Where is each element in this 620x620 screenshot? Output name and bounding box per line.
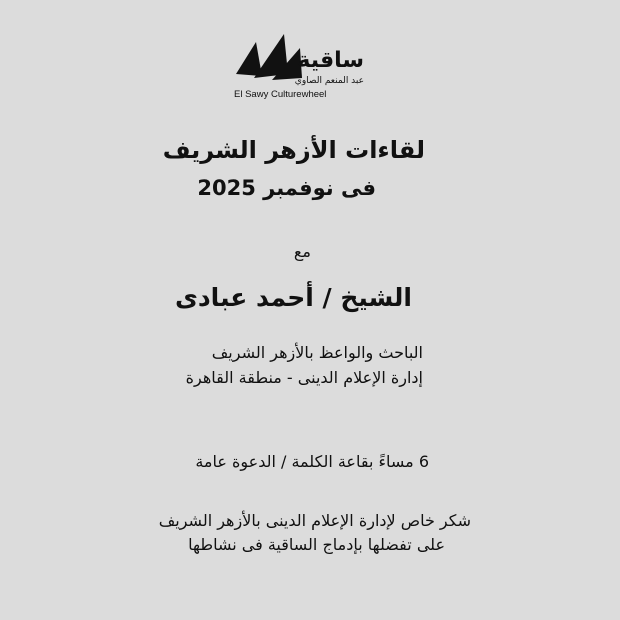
with-label: مع <box>293 242 311 261</box>
event-details: 6 مساءً بقاعة الكلمة / الدعوة عامة <box>195 452 429 471</box>
thanks-line-1: شكر خاص لإدارة الإعلام الدينى بالأزهر الشريف <box>158 511 471 530</box>
thanks-line-2: على تفضلها بإدماج الساقية فى نشاطها <box>188 535 445 554</box>
page-title: لقاءات الأزهر الشريف <box>162 136 425 164</box>
speaker-name: الشيخ / أحمد عبادى <box>174 283 412 312</box>
speaker-role-line-2: إدارة الإعلام الدينى - منطقة القاهرة <box>185 368 423 387</box>
logo-english-name: El Sawy Culturewheel <box>234 89 327 100</box>
speaker-role-line-1: الباحث والواعظ بالأزهر الشريف <box>211 343 423 362</box>
logo-arabic-name: ساقية <box>297 48 364 73</box>
sakia-logo <box>232 30 392 105</box>
logo-arabic-subtitle: عبد المنعم الصاوي <box>294 76 364 86</box>
event-date: فى نوفمبر 2025 <box>197 176 376 200</box>
